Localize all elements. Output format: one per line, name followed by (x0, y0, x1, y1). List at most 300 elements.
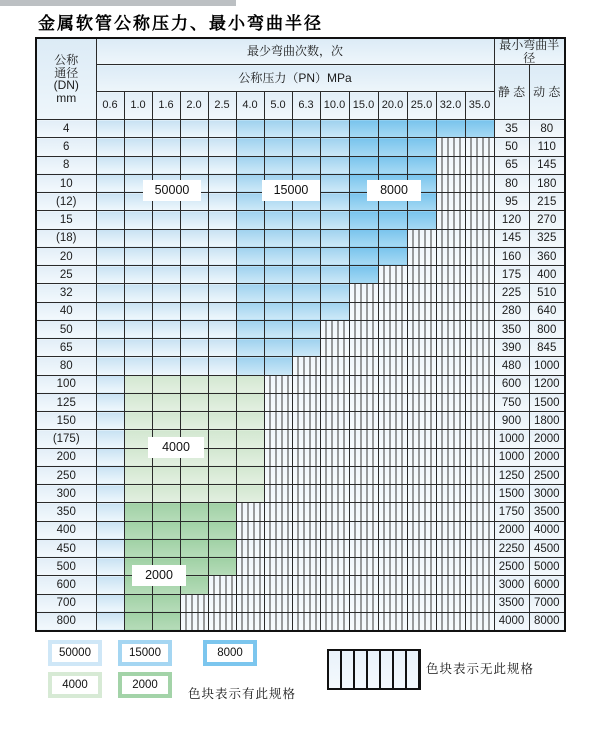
no-spec-cell (320, 558, 349, 576)
no-spec-cell (236, 612, 264, 630)
no-spec-cell (436, 339, 465, 357)
no-spec-cell (465, 539, 494, 557)
spec-zone-cell (320, 156, 349, 174)
spec-zone-cell (208, 466, 236, 484)
spec-zone-cell (292, 266, 320, 284)
no-spec-cell (436, 612, 465, 630)
no-spec-cell (264, 594, 292, 612)
spec-zone-cell (208, 357, 236, 375)
dn-cell: 500 (36, 558, 96, 576)
no-spec-cell (378, 539, 407, 557)
spec-zone-cell (208, 448, 236, 466)
spec-zone-cell (264, 156, 292, 174)
dn-cell: 200 (36, 448, 96, 466)
zone-cycle-label: 4000 (148, 437, 204, 458)
spec-zone-cell (292, 120, 320, 138)
no-spec-cell (465, 302, 494, 320)
pressure-tick: 20.0 (378, 92, 407, 120)
no-spec-cell (378, 266, 407, 284)
spec-zone-cell (96, 612, 124, 630)
static-radius-cell: 145 (494, 229, 529, 247)
no-spec-cell (407, 448, 436, 466)
spec-zone-cell (96, 448, 124, 466)
spec-zone-cell (152, 229, 180, 247)
no-spec-cell (436, 485, 465, 503)
table-row (36, 612, 565, 630)
no-spec-cell (349, 339, 378, 357)
dynamic-radius-cell: 400 (529, 266, 565, 284)
static-radius-cell: 2500 (494, 558, 529, 576)
dn-cell: 80 (36, 357, 96, 375)
dynamic-radius-cell: 5000 (529, 558, 565, 576)
no-spec-cell (320, 612, 349, 630)
no-spec-cell (292, 466, 320, 484)
spec-zone-cell (96, 558, 124, 576)
spec-zone-cell (152, 466, 180, 484)
no-spec-cell (378, 357, 407, 375)
no-spec-cell (378, 503, 407, 521)
no-spec-cell (465, 320, 494, 338)
spec-zone-cell (407, 120, 436, 138)
spec-zone-cell (180, 302, 208, 320)
no-spec-cell (407, 266, 436, 284)
spec-zone-cell (378, 120, 407, 138)
no-spec-cell (320, 503, 349, 521)
no-spec-cell (320, 485, 349, 503)
no-spec-cell (465, 393, 494, 411)
no-spec-cell (436, 357, 465, 375)
dn-cell: 300 (36, 485, 96, 503)
static-radius-cell: 160 (494, 247, 529, 265)
no-spec-cell (436, 521, 465, 539)
spec-zone-cell (236, 193, 264, 211)
no-spec-cell (407, 302, 436, 320)
spec-zone-cell (96, 393, 124, 411)
dn-cell: 400 (36, 521, 96, 539)
no-spec-cell (465, 558, 494, 576)
static-radius-cell: 175 (494, 266, 529, 284)
pressure-tick: 4.0 (236, 92, 264, 120)
no-spec-cell (407, 612, 436, 630)
dynamic-radius-cell: 325 (529, 229, 565, 247)
spec-zone-cell (349, 266, 378, 284)
no-spec-cell (378, 302, 407, 320)
no-spec-cell (264, 485, 292, 503)
spec-zone-cell (264, 247, 292, 265)
pressure-tick: 2.0 (180, 92, 208, 120)
spec-zone-cell (320, 193, 349, 211)
spec-zone-cell (236, 430, 264, 448)
dynamic-radius-cell: 1000 (529, 357, 565, 375)
spec-zone-cell (349, 247, 378, 265)
spec-zone-cell (124, 539, 152, 557)
spec-zone-cell (124, 211, 152, 229)
table-row (36, 521, 565, 539)
pressure-tick: 25.0 (407, 92, 436, 120)
table-row (36, 120, 565, 138)
no-spec-cell (407, 430, 436, 448)
static-radius-cell: 50 (494, 138, 529, 156)
spec-zone-cell (180, 339, 208, 357)
spec-zone-cell (236, 339, 264, 357)
static-radius-cell: 3500 (494, 594, 529, 612)
spec-zone-cell (124, 612, 152, 630)
spec-zone-cell (208, 193, 236, 211)
no-spec-cell (436, 503, 465, 521)
dynamic-radius-cell: 3500 (529, 503, 565, 521)
table-row (36, 320, 565, 338)
table-row (36, 412, 565, 430)
spec-zone-cell (152, 247, 180, 265)
spec-zone-cell (124, 412, 152, 430)
spec-zone-cell (208, 521, 236, 539)
spec-zone-cell (208, 539, 236, 557)
spec-zone-cell (320, 138, 349, 156)
no-spec-cell (436, 448, 465, 466)
static-radius-cell: 600 (494, 375, 529, 393)
no-spec-cell (349, 393, 378, 411)
no-spec-cell (407, 320, 436, 338)
spec-zone-cell (152, 485, 180, 503)
spec-zone-cell (124, 375, 152, 393)
no-spec-cell (292, 357, 320, 375)
spec-zone-cell (152, 357, 180, 375)
no-spec-cell (292, 412, 320, 430)
dynamic-radius-cell: 2500 (529, 466, 565, 484)
pressure-tick: 1.0 (124, 92, 152, 120)
no-spec-cell (349, 412, 378, 430)
static-radius-cell: 480 (494, 357, 529, 375)
no-spec-cell (264, 412, 292, 430)
no-spec-cell (292, 558, 320, 576)
table-row (36, 594, 565, 612)
no-spec-cell (349, 539, 378, 557)
no-spec-cell (320, 430, 349, 448)
no-spec-cell (436, 375, 465, 393)
spec-zone-cell (208, 302, 236, 320)
legend-swatch (118, 640, 172, 666)
zone-cycle-label: 2000 (132, 565, 186, 586)
spec-zone-cell (208, 247, 236, 265)
dn-cell: 700 (36, 594, 96, 612)
no-spec-cell (378, 339, 407, 357)
no-spec-cell (264, 393, 292, 411)
spec-zone-cell (96, 576, 124, 594)
spec-zone-cell (208, 375, 236, 393)
spec-zone-cell (180, 521, 208, 539)
spec-zone-cell (96, 266, 124, 284)
dynamic-radius-cell: 8000 (529, 612, 565, 630)
table-row (36, 558, 565, 576)
header-bend-cycles: 最少弯曲次数，次 (96, 38, 494, 65)
table-row (36, 211, 565, 229)
spec-zone-cell (124, 156, 152, 174)
spec-zone-cell (320, 266, 349, 284)
spec-zone-cell (292, 320, 320, 338)
no-spec-cell (407, 375, 436, 393)
no-spec-cell (349, 357, 378, 375)
spec-zone-cell (152, 211, 180, 229)
no-spec-cell (378, 612, 407, 630)
spec-zone-cell (96, 594, 124, 612)
spec-zone-cell (96, 193, 124, 211)
header-min-radius: 最小弯曲半径 (494, 38, 565, 65)
no-spec-cell (436, 594, 465, 612)
table-row (36, 156, 565, 174)
dynamic-radius-cell: 4500 (529, 539, 565, 557)
spec-zone-cell (264, 284, 292, 302)
spec-zone-cell (96, 302, 124, 320)
no-spec-cell (378, 448, 407, 466)
spec-zone-cell (152, 284, 180, 302)
table-row (36, 357, 565, 375)
spec-zone-cell (180, 211, 208, 229)
spec-zone-cell (208, 558, 236, 576)
spec-zone-cell (152, 503, 180, 521)
no-spec-cell (378, 320, 407, 338)
spec-zone-cell (124, 594, 152, 612)
dn-cell: 150 (36, 412, 96, 430)
no-spec-cell (436, 430, 465, 448)
no-spec-cell (465, 247, 494, 265)
no-spec-cell (465, 284, 494, 302)
no-spec-cell (320, 539, 349, 557)
spec-zone-cell (180, 503, 208, 521)
legend-no-spec-box (327, 649, 421, 690)
no-spec-cell (407, 466, 436, 484)
table-row (36, 302, 565, 320)
no-spec-cell (292, 539, 320, 557)
spec-zone-cell (124, 357, 152, 375)
dynamic-radius-cell: 640 (529, 302, 565, 320)
spec-zone-cell (349, 138, 378, 156)
spec-zone-cell (407, 156, 436, 174)
spec-zone-cell (96, 174, 124, 192)
spec-zone-cell (124, 120, 152, 138)
pressure-tick: 35.0 (465, 92, 494, 120)
spec-zone-cell (208, 339, 236, 357)
table-row (36, 284, 565, 302)
no-spec-cell (320, 339, 349, 357)
no-spec-cell (292, 375, 320, 393)
spec-zone-cell (236, 466, 264, 484)
no-spec-cell (320, 412, 349, 430)
spec-zone-cell (124, 393, 152, 411)
spec-zone-cell (320, 247, 349, 265)
spec-zone-cell (236, 138, 264, 156)
spec-zone-cell (180, 539, 208, 557)
no-spec-cell (349, 320, 378, 338)
static-radius-cell: 750 (494, 393, 529, 411)
no-spec-cell (264, 558, 292, 576)
spec-zone-cell (264, 339, 292, 357)
no-spec-cell (292, 612, 320, 630)
no-spec-cell (264, 375, 292, 393)
spec-zone-cell (320, 174, 349, 192)
scan-artifact-strip (0, 0, 236, 6)
no-spec-cell (465, 612, 494, 630)
spec-zone-cell (208, 266, 236, 284)
no-spec-cell (436, 138, 465, 156)
dn-cell: 250 (36, 466, 96, 484)
no-spec-cell (292, 576, 320, 594)
no-spec-cell (378, 430, 407, 448)
no-spec-cell (264, 466, 292, 484)
no-spec-cell (349, 284, 378, 302)
spec-zone-cell (180, 357, 208, 375)
dynamic-radius-cell: 6000 (529, 576, 565, 594)
no-spec-cell (349, 612, 378, 630)
static-radius-cell: 1500 (494, 485, 529, 503)
table-row (36, 339, 565, 357)
spec-zone-cell (264, 302, 292, 320)
zone-cycle-label: 50000 (143, 180, 201, 201)
no-spec-cell (320, 448, 349, 466)
spec-zone-cell (208, 430, 236, 448)
no-spec-cell (465, 339, 494, 357)
no-spec-cell (320, 357, 349, 375)
legend-swatch-label: 4000 (52, 676, 98, 694)
table-row (36, 393, 565, 411)
no-spec-cell (436, 466, 465, 484)
dynamic-radius-cell: 800 (529, 320, 565, 338)
no-spec-cell (236, 558, 264, 576)
dn-cell: (12) (36, 193, 96, 211)
no-spec-cell (465, 594, 494, 612)
no-spec-cell (264, 503, 292, 521)
static-radius-cell: 280 (494, 302, 529, 320)
spec-zone-cell (96, 247, 124, 265)
no-spec-cell (349, 503, 378, 521)
table-row (36, 485, 565, 503)
table-row (36, 448, 565, 466)
static-radius-cell: 900 (494, 412, 529, 430)
spec-zone-cell (236, 229, 264, 247)
zone-cycle-label: 15000 (262, 180, 320, 201)
no-spec-cell (180, 594, 208, 612)
legend-has-spec-text: 色块表示有此规格 (188, 687, 297, 701)
legend-swatch-label: 2000 (122, 676, 168, 694)
spec-zone-cell (152, 539, 180, 557)
spec-zone-cell (180, 284, 208, 302)
dynamic-radius-cell: 510 (529, 284, 565, 302)
no-spec-cell (465, 266, 494, 284)
no-spec-cell (407, 539, 436, 557)
no-spec-cell (407, 229, 436, 247)
dynamic-radius-cell: 1500 (529, 393, 565, 411)
spec-zone-cell (96, 229, 124, 247)
spec-zone-cell (208, 138, 236, 156)
pressure-tick: 5.0 (264, 92, 292, 120)
table-row (36, 375, 565, 393)
legend-swatch (118, 672, 172, 698)
spec-zone-cell (180, 247, 208, 265)
spec-zone-cell (96, 120, 124, 138)
no-spec-cell (236, 539, 264, 557)
no-spec-cell (378, 521, 407, 539)
legend-swatch (203, 640, 257, 666)
spec-zone-cell (152, 266, 180, 284)
no-spec-cell (320, 466, 349, 484)
spec-zone-cell (378, 247, 407, 265)
no-spec-cell (349, 448, 378, 466)
no-spec-cell (436, 558, 465, 576)
legend (48, 640, 568, 710)
spec-zone-cell (180, 412, 208, 430)
spec-zone-cell (124, 503, 152, 521)
no-spec-cell (236, 576, 264, 594)
no-spec-cell (436, 284, 465, 302)
spec-zone-cell (124, 485, 152, 503)
legend-swatch-label: 15000 (122, 644, 168, 662)
spec-zone-cell (292, 247, 320, 265)
spec-zone-cell (349, 120, 378, 138)
no-spec-cell (407, 247, 436, 265)
spec-zone-cell (96, 284, 124, 302)
spec-zone-cell (152, 594, 180, 612)
spec-zone-cell (96, 521, 124, 539)
dn-cell: (175) (36, 430, 96, 448)
no-spec-cell (292, 521, 320, 539)
spec-zone-cell (236, 247, 264, 265)
spec-zone-cell (264, 138, 292, 156)
no-spec-cell (436, 156, 465, 174)
no-spec-cell (349, 576, 378, 594)
spec-zone-cell (236, 412, 264, 430)
static-radius-cell: 225 (494, 284, 529, 302)
spec-zone-cell (208, 412, 236, 430)
no-spec-cell (378, 594, 407, 612)
spec-zone-cell (180, 138, 208, 156)
spec-zone-cell (264, 211, 292, 229)
no-spec-cell (292, 393, 320, 411)
no-spec-cell (236, 503, 264, 521)
dynamic-radius-cell: 1200 (529, 375, 565, 393)
no-spec-cell (264, 521, 292, 539)
no-spec-cell (349, 521, 378, 539)
spec-zone-cell (378, 211, 407, 229)
spec-zone-cell (292, 156, 320, 174)
spec-zone-cell (208, 503, 236, 521)
no-spec-cell (320, 320, 349, 338)
no-spec-cell (378, 393, 407, 411)
no-spec-cell (407, 393, 436, 411)
spec-zone-cell (208, 284, 236, 302)
no-spec-cell (407, 339, 436, 357)
no-spec-cell (465, 229, 494, 247)
dn-cell: 20 (36, 247, 96, 265)
no-spec-cell (436, 412, 465, 430)
spec-zone-cell (152, 375, 180, 393)
no-spec-cell (264, 539, 292, 557)
spec-zone-cell (124, 247, 152, 265)
spec-table-wrap (35, 37, 566, 632)
spec-zone-cell (236, 448, 264, 466)
no-spec-cell (264, 576, 292, 594)
no-spec-cell (407, 412, 436, 430)
no-spec-cell (407, 284, 436, 302)
spec-zone-cell (349, 156, 378, 174)
spec-zone-cell (208, 393, 236, 411)
dynamic-radius-cell: 270 (529, 211, 565, 229)
table-row (36, 229, 565, 247)
zone-cycle-label: 8000 (367, 180, 421, 201)
no-spec-cell (349, 485, 378, 503)
no-spec-cell (378, 576, 407, 594)
dynamic-radius-cell: 80 (529, 120, 565, 138)
header-static: 静 态 (494, 65, 529, 120)
dynamic-radius-cell: 845 (529, 339, 565, 357)
